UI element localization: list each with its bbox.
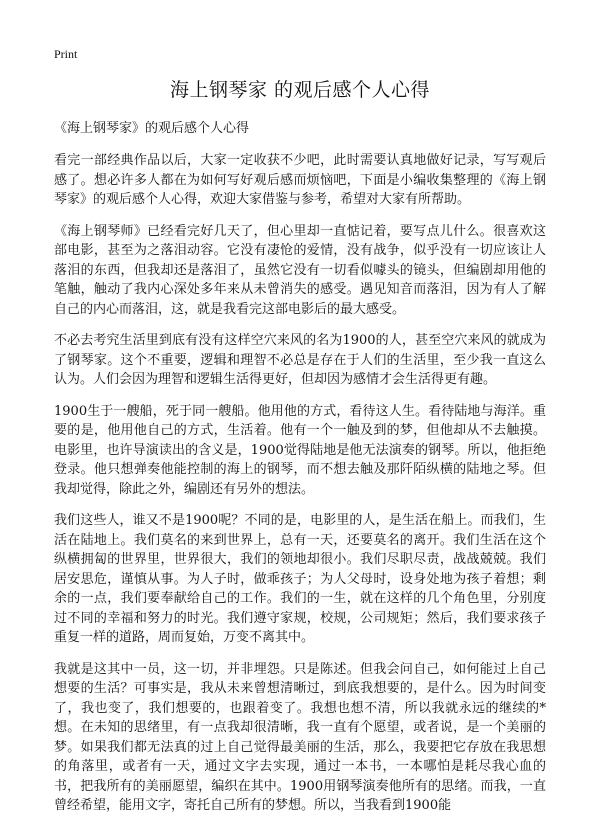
paragraph-us-1900: 我们这些人，谁又不是1900呢？不同的是，电影里的人，是生活在船上。而我们，生活在陆地上。我们莫名的来到世界上，总有一天，还要莫名的离开。我们生活在这个纵横拥匐的世界里，世界很大，我们的领地却很小。我们尽职尽责，战战兢兢。我们居安思危，谨慎从事。为人子时，做乖孩子；为人父母时，设身处地为孩子着想；剩余的一点，我们要奉献给自己的工作。我们的一生，就在这样的几个角色里，分别度过不同的幸福和努力的时光。我们遵守家规，校规，公司规矩；然后，我们要求孩子重复一样的道路，周而复始，万变不离其中。 (54, 513, 546, 645)
paragraph-feelings: 《海上钢琴师》已经看完好几天了，但心里却一直惦记着，要写点儿什么。很喜欢这部电影，甚至为之落泪动容。它没有凄怆的爱情，没有战争，似乎没有一切应该让人落泪的东西，但我却还是落泪了，虽然它没有一切看似噱头的镜头，但编剧却用他的笔触，触动了我内心深处多年来从未曾消失的感受。遇见知音而落泪，因为有人了解自己的内心而落泪，这，就是我看完这部电影后的最大感受。 (54, 223, 546, 317)
paragraph-intro: 看完一部经典作品以后，大家一定收获不少吧，此时需要认真地做好记录，写写观后感了。想必许多人都在为如何写好观后感而烦恼吧，下面是小编收集整理的《海上钢琴家》的观后感个人心得，欢迎大家借鉴与参考，希望对大家有所帮助。 (54, 153, 546, 207)
document-title: 海上钢琴家 的观后感个人心得 (169, 79, 431, 101)
document-subtitle: 《海上钢琴家》的观后感个人心得 (54, 121, 250, 136)
paragraph-logic: 不必去考究生活里到底有没有这样空穴来风的名为1900的人，甚至空穴来风的就成为了钢琴家。这个不重要，逻辑和理智不必总是存在于人们的生活里，至少我一直这么认为。人们会因为理智和逻辑生活得更好，但却因为感情才会生活得更有趣。 (54, 333, 546, 387)
paragraph-dream: 我就是这其中一员，这一切，并非埋怨。只是陈述。但我会问自己，如何能过上自己想要的生活？可事实是，我从未来曾想清晰过，到底我想要的，是什么。因为时间变了，我也变了，我们想要的，也跟着变了。我想也想不清，所以我就永远的继续的*想。在未知的思绪里，有一点我却很清晰，我一直有个愿望，或者说，是一个美丽的梦。如果我们都无法真的过上自己觉得最美丽的生活，那么，我要把它存放在我思想的角落里，或者有一天，通过文字去实现，通过一本书，一本哪怕是耗尽我心血的书，把我所有的美丽愿望，编织在其中。1900用钢琴演奏他所有的思绪。而我，一直曾经希望，能用文字，寄托自己所有的梦想。所以，当我看到1900能 (54, 661, 546, 813)
print-link[interactable]: Print (54, 47, 78, 61)
article-body (54, 151, 546, 828)
paragraph-1900-ship: 1900生于一艘船，死于同一艘船。他用他的方式，看待这人生。看待陆地与海洋。重要的是，他用他自己的方式，生活着。他有一个一触及到的梦，但他却从不去触摸。电影里，也许导演读出的含义是，1900觉得陆地是他无法演奏的钢琴。所以，他拒绝登录。他只想弹奏他能控制的海上的钢琴，而不想去触及那阡陌纵横的陆地之琴。但我却觉得，除此之外，编剧还有另外的想法。 (54, 403, 546, 497)
